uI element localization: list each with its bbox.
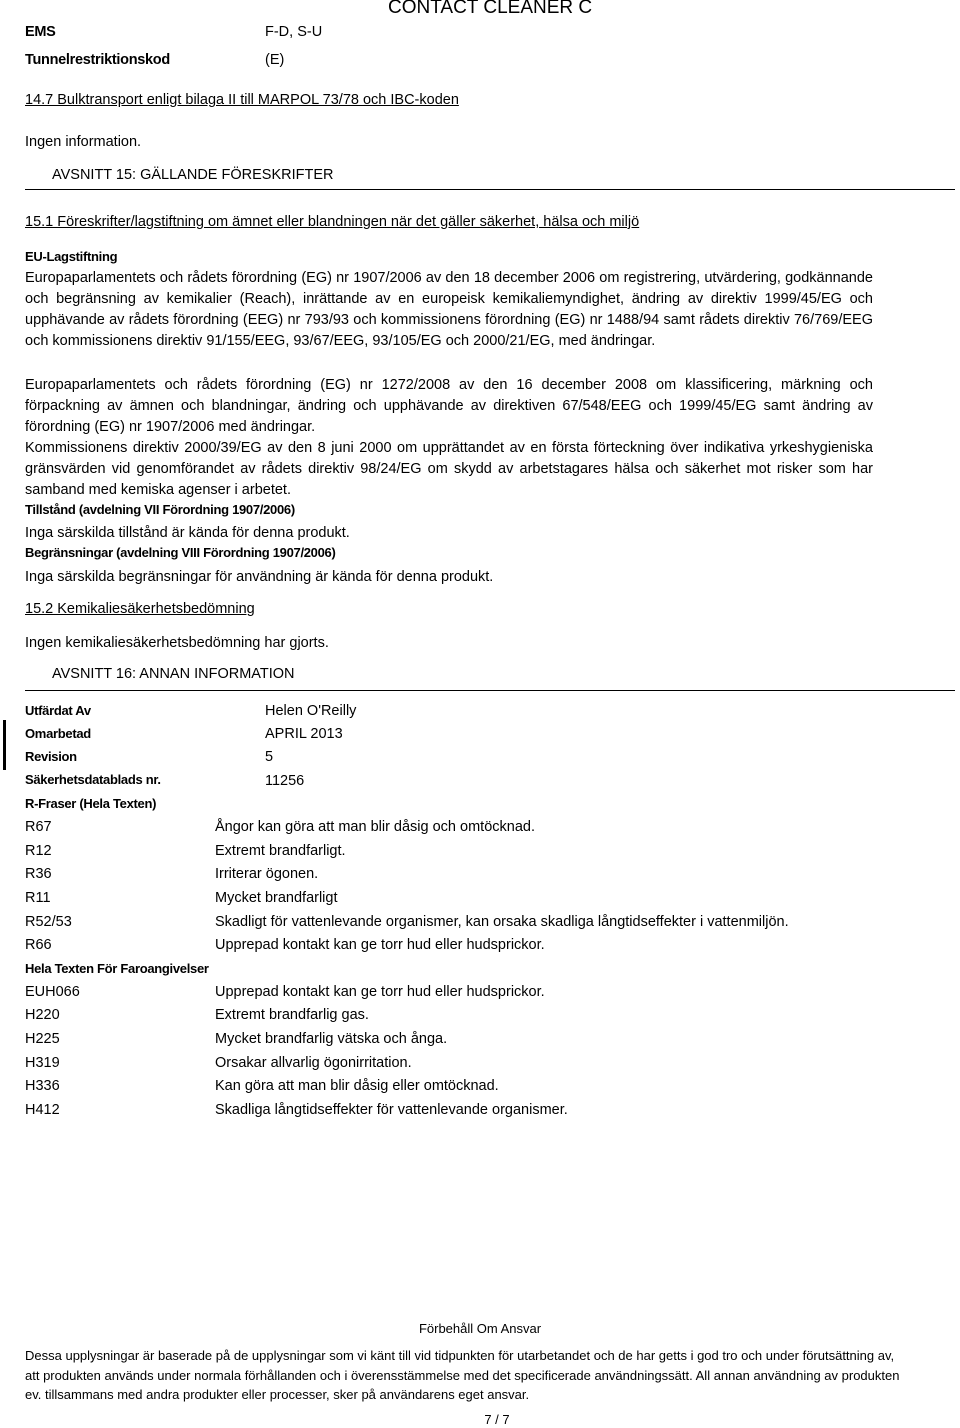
authorisation-text: Inga särskilda tillstånd är kända för denna produkt. (25, 525, 350, 541)
section-15-2-text: Ingen kemikaliesäkerhetsbedömning har gjorts. (25, 635, 329, 651)
revision-label: Revision (25, 749, 77, 764)
disclaimer-line: ev. tillsammans med andra produkter eller processer, sker på användarens eget ansvar. (25, 1387, 530, 1402)
h-phrase-code: H412 (25, 1102, 60, 1118)
ems-label: EMS (25, 24, 56, 40)
sds-number-value: 11256 (265, 773, 305, 789)
r-phrase-code: R36 (25, 866, 52, 882)
section-14-7-title: 14.7 Bulktransport enligt bilaga II till MARPOL 73/78 och IBC-koden (25, 92, 459, 108)
regulation-paragraph-clp: Europaparlamentets och rådets förordning (EG) nr 1272/2008 av den 16 december 2008 om klassificering, märkning och förpackning av ämnen och blandningar, ändring och upphävande av direktiven 67/548/EEG och 1999/45/EG samt ändring av förordning (EG) nr 1907/2006 med ändringar. (25, 377, 873, 435)
revised-value: APRIL 2013 (265, 726, 343, 742)
regulation-paragraph-reach: Europaparlamentets och rådets förordning (EG) nr 1907/2006 av den 18 december 2006 om registrering, utvärdering, godkännande och begränsning av kemikalier (Reach), inrättande av en europeisk kemikaliemyndighet, ändring av direktiv 1999/45/EG och upphävande av rådets förordning (EEG) nr 793/93 och kommissionens förordning (EG) nr 1488/94 samt rådets direktiv 76/769/EEG och kommissionens direktiv 91/155/EEG, 93/67/EEG, 93/105/EG och 2000/21/EG, med ändringar. (25, 270, 873, 349)
r-phrase-text: Ångor kan göra att man blir dåsig och omtöcknad. (215, 819, 535, 835)
h-phrase-code: H220 (25, 1007, 60, 1023)
revision-change-bar (3, 720, 6, 770)
r-phrase-code: R66 (25, 937, 52, 953)
disclaimer-text (25, 1346, 955, 1405)
r-phrase-code: R12 (25, 843, 52, 859)
h-phrase-text: Upprepad kontakt kan ge torr hud eller hudsprickor. (215, 984, 545, 1000)
ems-value: F-D, S-U (265, 24, 323, 40)
r-phrase-code: R11 (25, 890, 51, 906)
r-phrase-code: R67 (25, 819, 52, 835)
page-number: 7 / 7 (484, 1412, 510, 1427)
regulation-paragraph-oel: Kommissionens direktiv 2000/39/EG av den 8 juni 2000 om upprättandet av en första förteckning över indikativa yrkeshygieniska gränsvärden vid genomförandet av rådets direktiv 98/24/EG om skydd av arbetstagares hälsa och säkerhet mot risker som har samband med kemiska agenser i arbetet. (25, 440, 873, 498)
h-phrase-text: Mycket brandfarlig vätska och ånga. (215, 1031, 448, 1047)
h-phrase-code: H225 (25, 1031, 60, 1047)
tunnel-value: (E) (265, 52, 285, 68)
h-phrase-text: Kan göra att man blir dåsig eller omtöcknad. (215, 1078, 499, 1094)
product-name: CONTACT CLEANER C (388, 0, 593, 18)
issued-by-value: Helen O'Reilly (265, 703, 357, 719)
r-phrases-heading: R-Fraser (Hela Texten) (25, 796, 157, 811)
h-phrase-text: Extremt brandfarlig gas. (215, 1007, 369, 1023)
section-15-2-title: 15.2 Kemikaliesäkerhetsbedömning (25, 601, 255, 617)
disclaimer-line: att produkten används under normala förhållanden och i överensstämmelse med det specificerade användningssätt. All annan användning av produkten (25, 1367, 900, 1383)
r-phrase-text: Mycket brandfarligt (215, 890, 338, 906)
h-phrase-text: Orsakar allvarlig ögonirritation. (215, 1055, 412, 1071)
section-14-7-text: Ingen information. (25, 134, 142, 150)
r-phrase-text: Skadligt för vattenlevande organismer, kan orsaka skadliga långtidseffekter i vattenmiljön. (215, 914, 789, 930)
r-phrase-text: Upprepad kontakt kan ge torr hud eller hudsprickor. (215, 937, 545, 953)
section-15-1-title: 15.1 Föreskrifter/lagstiftning om ämnet eller blandningen när det gäller säkerhet, hälsa och miljö (25, 214, 640, 230)
r-phrase-text: Irriterar ögonen. (215, 866, 319, 882)
h-phrases-heading: Hela Texten För Faroangivelser (25, 961, 209, 976)
h-phrase-code: H336 (25, 1078, 60, 1094)
revised-label: Omarbetad (25, 726, 91, 741)
h-phrase-code: H319 (25, 1055, 60, 1071)
section-15-rule (25, 189, 955, 190)
section-15-title: AVSNITT 15: GÄLLANDE FÖRESKRIFTER (52, 167, 334, 183)
tunnel-label: Tunnelrestriktionskod (25, 52, 170, 68)
h-phrase-text: Skadliga långtidseffekter för vattenlevande organismer. (215, 1102, 568, 1118)
disclaimer-title: Förbehåll Om Ansvar (418, 1321, 542, 1336)
h-phrase-code: EUH066 (25, 984, 80, 1000)
disclaimer-line: Dessa upplysningar är baserade på de upplysningar som vi känt till vid tidpunkten för utarbetandet och de har getts i god tro och under förutsättning av, (25, 1348, 895, 1363)
authorisation-label: Tillstånd (avdelning VII Förordning 1907/2006) (25, 502, 295, 517)
eu-legislation-label: EU-Lagstiftning (25, 249, 118, 264)
sds-number-label: Säkerhetsdatablads nr. (25, 772, 161, 787)
section-16-rule (25, 690, 955, 691)
r-phrase-code: R52/53 (25, 914, 72, 930)
restrictions-text: Inga särskilda begränsningar för användning är kända för denna produkt. (25, 569, 494, 585)
revision-value: 5 (265, 749, 274, 765)
r-phrase-text: Extremt brandfarligt. (215, 843, 346, 859)
issued-by-label: Utfärdat Av (25, 703, 91, 718)
section-16-title: AVSNITT 16: ANNAN INFORMATION (52, 666, 295, 682)
restrictions-label: Begränsningar (avdelning VIII Förordning 1907/2006) (25, 545, 336, 560)
